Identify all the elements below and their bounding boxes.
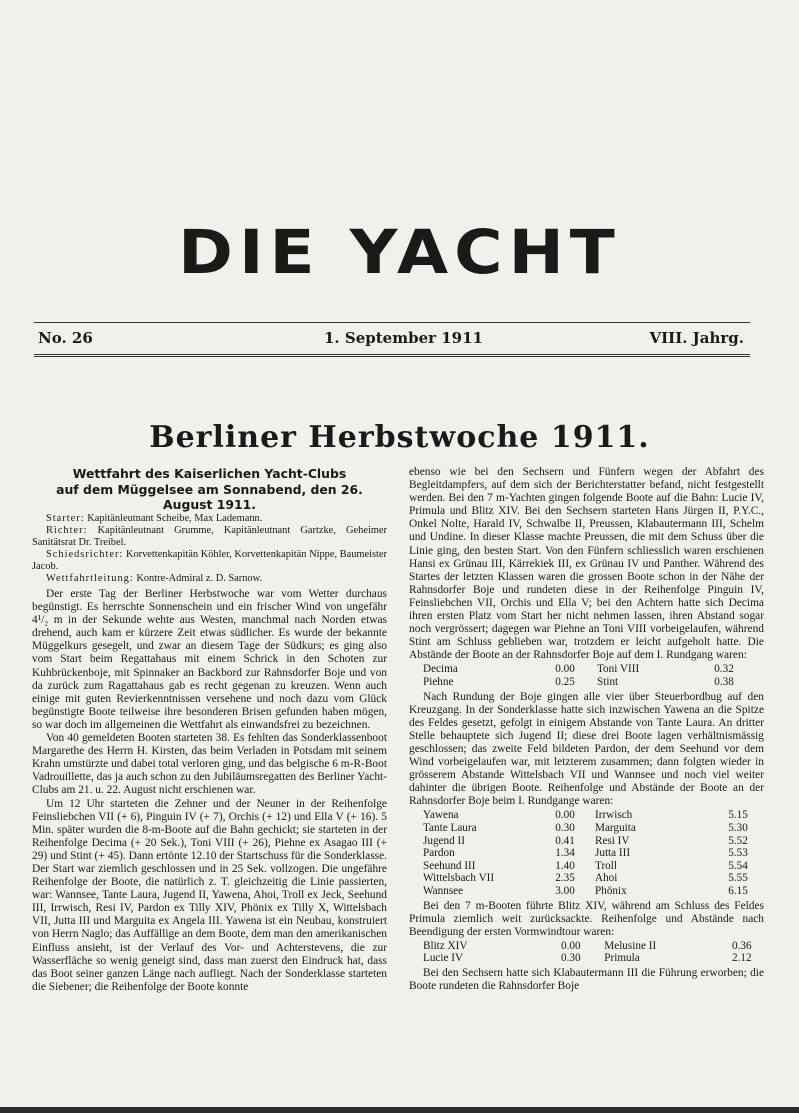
subtitle-line-2: auf dem Müggelsee am Sonnabend, den 26. August 1911. xyxy=(56,482,363,512)
results-table-8m xyxy=(423,663,747,688)
issue-number: No. 26 xyxy=(38,329,93,347)
paragraph: Von 40 gemeldeten Booten starteten 38. Es fehlten das Sonderklassenboot Margarethe des Herrn H. Kirsten, das beim Verladen in Potsdam mit seinem Krahn umstürzte und dabei total verloren ging, und das belgische 6 m-R-Boot Vadrouillette, das ja auch schon zu den Jubiläumsregatten des Berliner Yacht-Clubs am 21. u. 22. August nicht erschienen war. xyxy=(32,732,387,797)
table-row: Tante Laura 0.30 Marguita 5.30 xyxy=(423,822,748,835)
masthead: DIE YACHT xyxy=(178,217,621,288)
official-entry: Starter: Kapitänleutnant Scheibe, Max Lademann. xyxy=(46,513,263,524)
column-right xyxy=(409,466,764,993)
issue-date: 1. September 1911 xyxy=(324,329,483,347)
subtitle-line-1: Wettfahrt des Kaiserlichen Yacht-Clubs xyxy=(72,466,347,481)
table-row: Wannsee 3.00 Phönix 6.15 xyxy=(423,885,748,897)
official-entry: Richter: Kapitänleutnant Grumme, Kapitänleutnant Gartzke, Geheimer Sanitätsrat Dr. Treibel. xyxy=(32,525,387,548)
page-bottom-edge xyxy=(0,1107,799,1113)
paragraph: ebenso wie bei den Sechsern und Fünfern wegen der Abfahrt des Begleitdampfers, auf dem sich der Berichterstatter befand, nicht festgestellt werden. Bei den 7 m-Yachten gingen folgende Boote auf die Bahn: Lucie IV, Primula und Blitz XIV. Bei den Sechsern starteten Hans Jürgen II, P.Y.C., Onkel Nolte, Harald IV, Schwalbe II, Preussen, Klabautermann III, Schelm und Undine. In dieser Klasse machte Preussen, die mit dem Schuss über die Linie ging, den besten Start. Von den Fünfern schliesslich waren erschienen Hansi ex Grünau III, Kärrekiek III, ex Grünau IV und Panther. Während des Startes der letzten Klassen waren die grossen Boote schon in der Nähe der Rahnsdorfer Boje und rundeten diese in der Reihenfolge Pinguin IV, Feinsliebchen VII, Orchis und Ella V; bei den Achtern hatte sich Decima ihren ersten Platz vom Start her nicht nehmen lassen, ihren Abstand sogar noch vergrössert; dagegen war Piehne an Toni VIII vorbeigelaufen, während Stint am Schluss geblieben war, trotzdem er leicht aufgeholt hatte. Die Abstände der Boote an der Rahnsdorfer Boje auf dem I. Rundgang waren: xyxy=(409,466,764,662)
header-rule-bottom xyxy=(34,354,750,357)
column-left xyxy=(32,466,387,994)
results-table-sonderklasse xyxy=(423,809,761,897)
paragraph: Um 12 Uhr starteten die Zehner und der Neuner in der Reihenfolge Feinsliebchen VII (+ 6), Pinguin IV (+ 7), Orchis (+ 12) und Ella V (+ 16). 5 Min. später wurden die 8-m-Boote auf die Bahn gechickt; sie starteten in der Reihenfolge Decima (+ 20 Sek.), Toni VIII (+ 26), Piehne ex Asagao III (+ 29) und Stint (+ 45). Dann ertönte 12.10 der Startschuss für die Sonderklasse. Der Start war ziemlich geschlossen und in 25 Sek. vollzogen. Die ungefähre Reihenfolge der Boote, die natürlich z. T. gleichzeitig die Linie passierten, war: Wannsee, Tante Laura, Jugend II, Yawena, Ahoi, Troll ex Jeck, Seehund III, Irrwisch, Resi IV, Pardon ex Tilly XIV, Phönix ex Tilly X, Wittelsbach VII, Jutta III und Marguita ex Angela III. Yawena ist ein Neubau, konstruiert von Herrn Naglo; das Auffällige an dem Boote, dem man den amerikanischen Einfluss ansieht, ist der Verlauf des Vor- und Achterstevens, die zur Wasserfläche so wenig geneigt sind, dass man zuerst den Eindruck hat, dass das Boot seiner ganzen Länge nach aufliegt. Nach der Sonderklasse starteten die Siebener; die Reihenfolge der Boote konnte xyxy=(32,797,387,993)
issue-volume: VIII. Jahrg. xyxy=(649,329,744,347)
table-row: Jugend II 0.41 Resi IV 5.52 xyxy=(423,834,748,847)
official-entry: Wettfahrtleitung: Kontre-Admiral z. D. Sarnow. xyxy=(46,573,263,584)
article-headline: Berliner Herbstwoche 1911. xyxy=(149,420,650,455)
table-row: Yawena 0.00 Irrwisch 5.15 xyxy=(423,809,748,822)
paragraph: Nach Rundung der Boje gingen alle vier über Steuerbordbug auf den Kreuzgang. In der Sonderklasse hatte sich inzwischen Yawena an die Spitze des Feldes gesetzt, gefolgt in einigem Abstande von Tante Laura. An dritter Stelle behauptete sich Jugend II; diese drei Boote lagen verhältnismässig geschlossen; das zweite Feld bildeten Pardon, der dem Seehund vor dem Wind vorbeigelaufen war, mit letzterem zusammen; dann folgten wieder in grösserem Abstande Wittelsbach VII und Wannsee und noch viel weiter dahinter die übrigen Boote. Reihenfolge und Abstände der Boote an der Rahnsdorfer Boje beim I. Rundgange waren: xyxy=(409,690,764,808)
table-row: Lucie IV 0.30 Primula 2.12 xyxy=(423,952,752,965)
table-row: Pardon 1.34 Jutta III 5.53 xyxy=(423,847,748,860)
issue-line xyxy=(38,329,744,353)
official-entry: Schiedsrichter: Korvettenkapitän Köhler, Korvettenkapitän Nippe, Baumeister Jacob. xyxy=(32,549,388,572)
header-rule-top xyxy=(34,322,750,323)
paragraph: Bei den Sechsern hatte sich Klabautermann III die Führung erworben; die Boote rundeten die Rahnsdorfer Boje xyxy=(409,967,764,993)
table-row: Wittelsbach VII 2.35 Ahoi 5.55 xyxy=(423,872,748,885)
officials-list xyxy=(32,513,387,585)
table-row: Blitz XIV 0.00 Melusine II 0.36 xyxy=(423,939,752,952)
table-row: Seehund III 1.40 Troll 5.54 xyxy=(423,859,748,872)
paragraph: Der erste Tag der Berliner Herbstwoche war vom Wetter durchaus begünstigt. Es herrschte Sonnenschein und ein frischer Wind von ungefähr 4¹/₂ m in der Sekunde wehte aus Westen, manchmal nach Norden etwas drehend, auch kam er kürzere Zeit etwas südlicher. Es wurde der bekannte Müggelkurs gesegelt, und zwar an diesem Tage der Südkurs; es ging also vom Start beim Regattahaus mit einem Schrick in den Schoten zur Kuhbrückenboje, mit Spinnaker an Backbord zur Rahnsdorfer Boje und von da zurück zum Ragattahaus gab es recht gegenan zu kreuzen. Wenn auch einige mit guten Revierkenntnissen versehene und noch dazu vom Glück begünstigte Boote teilweise ihre besonderen Brisen gefunden haben mögen, so war doch im allgemeinen die Wettfahrt als einwandsfrei zu bezeichnen. xyxy=(32,588,387,731)
paragraph: Bei den 7 m-Booten führte Blitz XIV, während am Schluss des Feldes Primula ziemlich weit zurücksackte. Reihenfolge und Abstände nach Beendigung der ersten Vormwindtour waren: xyxy=(409,899,764,938)
table-row: Piehne 0.25 Stint 0.38 xyxy=(423,676,734,688)
table-row: Decima 0.00 Toni VIII 0.32 xyxy=(423,663,734,676)
results-table-7m xyxy=(423,940,764,965)
